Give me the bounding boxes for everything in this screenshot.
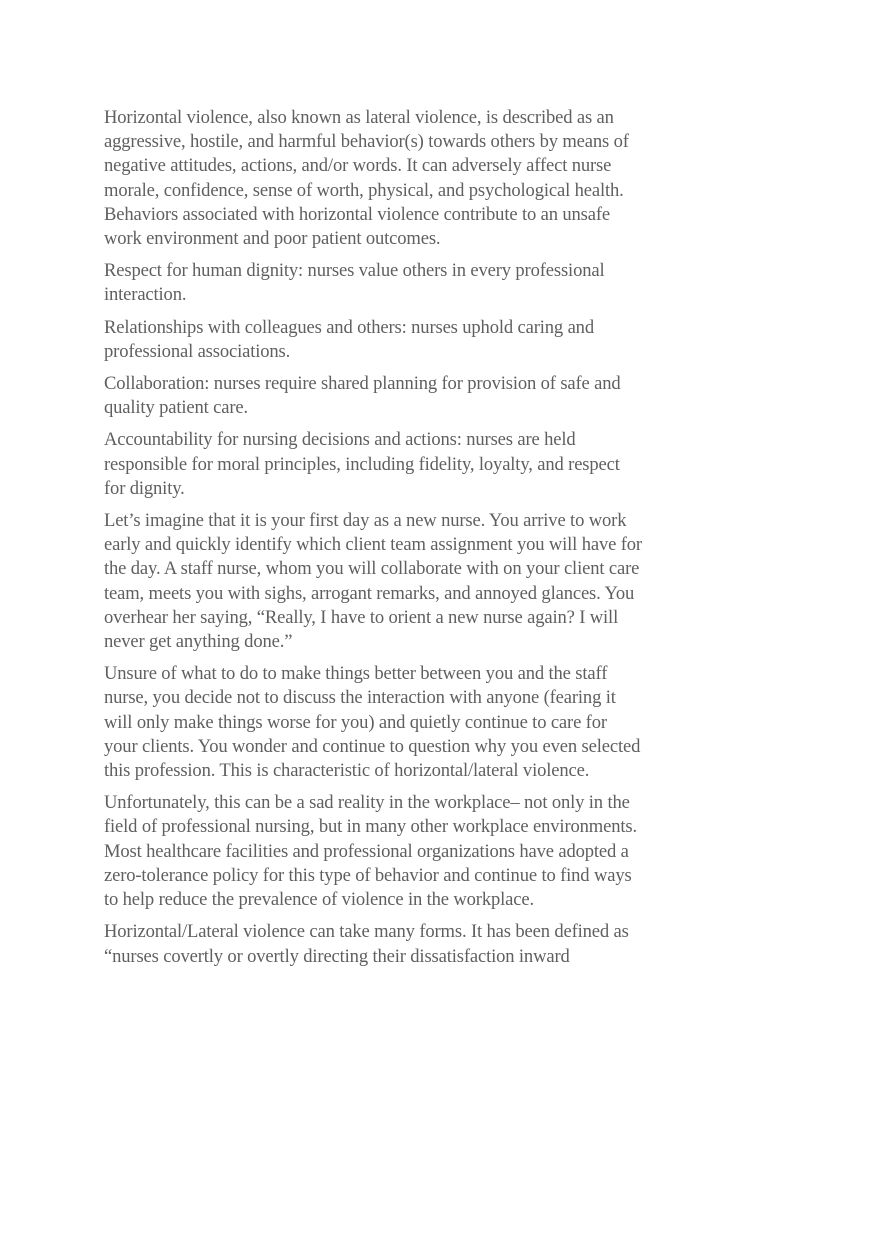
paragraph-first-day-scenario: Let’s imagine that it is your first day as a new nurse. You arrive to work early and quickly identify which client team assignment you will have for the day. A staff nurse, whom you will collaborate with on your client care team, meets you with sighs, arrogant remarks, and annoyed glances. You overhear her saying, “Really, I have to orient a new nurse again? I will never get anything done.” — [104, 510, 642, 653]
document-body — [104, 106, 644, 977]
paragraph-accountability: Accountability for nursing decisions and actions: nurses are held responsible for moral principles, including fidelity, loyalty, and respect for dignity. — [104, 429, 620, 499]
paragraph-relationships-colleagues: Relationships with colleagues and others: nurses uphold caring and professional associations. — [104, 316, 594, 362]
paragraph-respect-human-dignity: Respect for human dignity: nurses value others in every professional interaction. — [104, 260, 605, 306]
paragraph-sad-reality: Unfortunately, this can be a sad reality in the workplace– not only in the field of professional nursing, but in many other workplace environments. Most healthcare facilities and professional organizations have adopted a zero-tolerance policy for this type of behavior and continue to find ways to help reduce the prevalence of violence in the workplace. — [104, 792, 637, 911]
paragraph-many-forms: Horizontal/Lateral violence can take many forms. It has been defined as “nurses covertly or overtly directing their dissatisfaction inward — [104, 921, 629, 967]
paragraph-horizontal-violence-definition: Horizontal violence, also known as lateral violence, is described as an aggressive, hostile, and harmful behavior(s) towards others by means of negative attitudes, actions, and/or words. It can adversely affect nurse morale, confidence, sense of worth, physical, and psychological health. Behaviors associated with horizontal violence contribute to an unsafe work environment and poor patient outcomes. — [104, 107, 629, 250]
paragraph-collaboration: Collaboration: nurses require shared planning for provision of safe and quality patient care. — [104, 373, 621, 419]
paragraph-unsure-what-to-do: Unsure of what to do to make things better between you and the staff nurse, you decide not to discuss the interaction with anyone (fearing it will only make things worse for you) and quietly continue to care for your clients. You wonder and continue to question why you even selected this profession. This is characteristic of horizontal/lateral violence. — [104, 663, 641, 782]
